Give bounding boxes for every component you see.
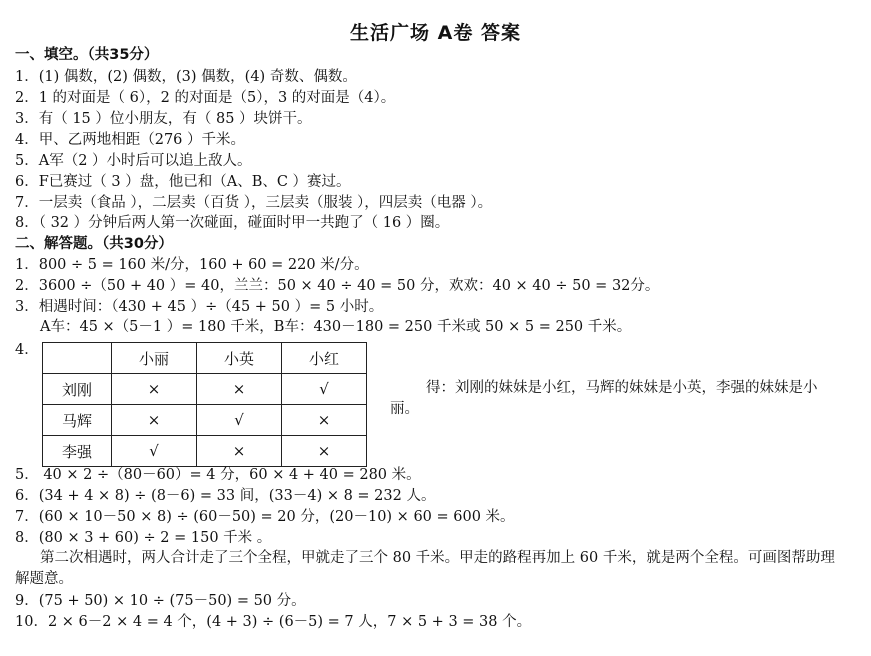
answer-line-2-3b: A车：45 ×（5－1 ）= 180 千米，B车：430－180 = 250 千米或 50 × 5 = 250 千米。 <box>40 319 632 335</box>
table-cell: × <box>112 405 197 436</box>
answer-line-1-2: 2．1 的对面是（ 6），2 的对面是（5），3 的对面是（4）。 <box>15 90 396 106</box>
page-title: 生活广场 A卷 答案 <box>350 22 521 44</box>
table-header-row <box>43 343 367 374</box>
answer-line-2-7: 7．(60 × 10－50 × 8) ÷ (60－50) = 20 分，(20－10) × 60 = 600 米。 <box>15 509 515 525</box>
answer-line-2-6: 6．(34 + 4 × 8) ÷ (8－6) = 33 间，(33－4) × 8 = 232 人。 <box>15 488 436 504</box>
answer-line-2-5: 5． 40 × 2 ÷（80－60）= 4 分，60 × 4 + 40 = 280 米。 <box>15 467 421 483</box>
answer-line-1-7: 7．一层卖（食品 ），二层卖（百货 ），三层卖（服装 ），四层卖（电器 ）。 <box>15 195 493 211</box>
table-cell: √ <box>197 405 282 436</box>
answer-line-2-4-conclusion: 得：刘刚的妹妹是小红，马辉的妹妹是小英，李强的妹妹是小丽。 <box>390 380 818 417</box>
section-heading-fill-in: 一、填空。（共35分） <box>15 47 159 63</box>
table-cell: × <box>282 436 367 467</box>
answer-line-1-1: 1．(1) 偶数，(2) 偶数，(3) 偶数，(4) 奇数、偶数。 <box>15 69 357 85</box>
answer-line-1-8: 8．（ 32 ）分钟后两人第一次碰面，碰面时甲一共跑了（ 16 ）圈。 <box>15 215 450 231</box>
table-cell: √ <box>282 374 367 405</box>
table-cell: √ <box>112 436 197 467</box>
table-header-cell: 小丽 <box>112 343 197 374</box>
table-row <box>43 405 367 436</box>
table-cell: 马辉 <box>43 405 112 436</box>
answer-line-2-8-explanation: 第二次相遇时，两人合计走了三个全程，甲就走了三个 80 千米。甲走的路程再加上 60 千米，就是两个全程。可画图帮助理解题意。 <box>15 550 835 587</box>
answer-line-1-3: 3．有（ 15 ）位小朋友，有（ 85 ）块饼干。 <box>15 111 312 127</box>
answer-line-2-1: 1．800 ÷ 5 = 160 米/分，160 + 60 = 220 米/分。 <box>15 257 369 273</box>
answer-line-2-8: 8．(80 × 3 + 60) ÷ 2 = 150 千米 。 <box>15 530 272 546</box>
table-header-cell: 小英 <box>197 343 282 374</box>
answer-line-2-3: 3．相遇时间：（430 + 45 ）÷（45 + 50 ）= 5 小时。 <box>15 299 384 315</box>
answer-line-1-5: 5．A军（2 ）小时后可以追上敌人。 <box>15 153 252 169</box>
table-cell: × <box>112 374 197 405</box>
table-header-cell <box>43 343 112 374</box>
answer-line-1-4: 4．甲、乙两地相距（276 ）千米。 <box>15 132 246 148</box>
table-cell: × <box>197 374 282 405</box>
answer-line-2-9: 9．(75 + 50) × 10 ÷ (75－50) = 50 分。 <box>15 593 306 609</box>
section-heading-solve: 二、解答题。（共30分） <box>15 236 173 252</box>
table-cell: × <box>197 436 282 467</box>
answer-line-2-10: 10．2 × 6－2 × 4 = 4 个，(4 + 3) ÷ (6－5) = 7 人，7 × 5 + 3 = 38 个。 <box>15 614 532 630</box>
table-header-cell: 小红 <box>282 343 367 374</box>
answer-line-1-6: 6．F已赛过（ 3 ）盘，他已和（A、B、C ）赛过。 <box>15 174 351 190</box>
table-row <box>43 374 367 405</box>
answer-line-2-4-number: 4． <box>15 342 39 358</box>
table-cell: × <box>282 405 367 436</box>
table-cell: 李强 <box>43 436 112 467</box>
logic-table <box>42 342 367 467</box>
answer-line-2-2: 2．3600 ÷（50 + 40 ）= 40，兰兰：50 × 40 ÷ 40 = 50 分，欢欢：40 × 40 ÷ 50 = 32分。 <box>15 278 660 294</box>
table-row <box>43 436 367 467</box>
table-cell: 刘刚 <box>43 374 112 405</box>
